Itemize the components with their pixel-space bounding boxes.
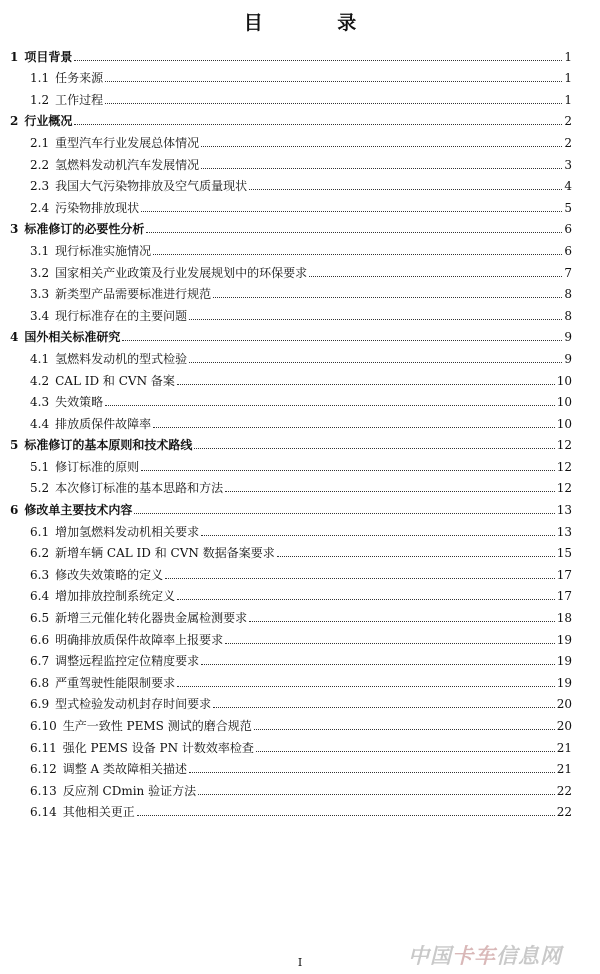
toc-entry-title: 生产一致性 PEMS 测试的磨合规范: [62, 719, 252, 733]
toc-section[interactable]: [10, 85, 572, 107]
toc-entry-page: 15: [556, 546, 572, 561]
toc-entry-number: 3.2: [30, 265, 50, 280]
toc-entry-label: [30, 309, 189, 323]
toc-entry-page: 7: [564, 265, 572, 280]
toc-entry-label: [30, 287, 213, 301]
toc-entry-number: 1: [10, 49, 19, 64]
toc-entry-number: 6.13: [30, 783, 57, 798]
dot-leader: [225, 642, 555, 644]
toc-section[interactable]: [10, 344, 572, 366]
dot-leader: [194, 447, 554, 449]
toc-entry-title: 失效策略: [55, 395, 104, 410]
dot-leader: [213, 296, 562, 298]
toc-entry-page: 12: [556, 481, 572, 496]
toc-entry-number: 3: [10, 222, 19, 237]
toc-entry-title: 项目背景: [24, 49, 73, 64]
toc-section[interactable]: [10, 733, 572, 755]
toc-entry-title: 调整远程监控定位精度要求: [55, 654, 200, 669]
toc-entry-page: 6: [564, 222, 572, 237]
toc-section[interactable]: [10, 582, 572, 604]
toc-entry-page: 4: [564, 179, 572, 194]
toc-entry-label: [30, 805, 137, 819]
toc-entry-label: [30, 568, 165, 582]
toc-entry-label: [10, 330, 122, 344]
toc-entry-number: 6.9: [30, 697, 50, 712]
toc-entry-label: [30, 93, 105, 107]
watermark-logo: [408, 940, 594, 970]
toc-entry-title: 排放质保件故障率: [55, 416, 152, 431]
toc-section[interactable]: [10, 647, 572, 669]
toc-entry-number: 2: [10, 114, 19, 129]
page-title: 目 录: [243, 12, 391, 34]
toc-entry-title: 明确排放质保件故障率上报要求: [55, 632, 224, 647]
dot-leader: [201, 534, 555, 536]
toc-entry-title: 工作过程: [55, 92, 104, 107]
toc-entry-page: 20: [556, 719, 572, 733]
toc-entry-page: 1: [564, 92, 572, 107]
dot-leader: [213, 706, 555, 708]
toc-entry-page: 10: [556, 416, 572, 431]
toc-entry-page: 21: [556, 740, 572, 755]
toc-section[interactable]: [10, 150, 572, 172]
dot-leader: [122, 339, 562, 341]
toc-entry-title: 修订标准的原则: [55, 459, 140, 474]
toc-entry-label: [30, 741, 256, 755]
toc-entry-number: 6.14: [30, 805, 57, 820]
toc-entry-page: 10: [556, 373, 572, 388]
toc-entry-page: 8: [564, 287, 572, 302]
toc-chapter[interactable]: [10, 107, 572, 129]
toc-entry-page: 19: [556, 675, 572, 690]
toc-entry-title: 国外相关标准研究: [24, 330, 121, 345]
toc-entry-label: [10, 222, 146, 236]
toc-entry-title: 修改单主要技术内容: [24, 503, 133, 518]
toc-section[interactable]: [10, 388, 572, 410]
toc-entry-number: 2.1: [30, 135, 50, 150]
toc-entry-number: 4.3: [30, 395, 50, 410]
dot-leader: [256, 750, 555, 752]
toc-entry-page: 22: [556, 783, 572, 798]
toc-entry-label: [30, 481, 225, 495]
toc-entry-title: 本次修订标准的基本思路和方法: [55, 481, 224, 496]
dot-leader: [249, 188, 562, 190]
toc-entry-title: 强化 PEMS 设备 PN 计数效率检查: [62, 740, 254, 755]
toc-entry-label: [30, 417, 153, 431]
toc-entry-page: 10: [556, 395, 572, 410]
toc-entry-title: 重型汽车行业发展总体情况: [55, 135, 200, 150]
toc-entry-number: 3.4: [30, 308, 50, 323]
toc-entry-title: 型式检验发动机封存时间要求: [55, 697, 212, 712]
toc-entry-title: 任务来源: [55, 71, 104, 86]
watermark-mid: 卡车: [452, 944, 496, 968]
toc-entry-page: 20: [556, 697, 572, 712]
toc-section[interactable]: [10, 668, 572, 690]
toc-section[interactable]: [10, 452, 572, 474]
toc-entry-number: 6.12: [30, 762, 57, 777]
dot-leader: [277, 555, 555, 557]
toc-entry-page: 1: [564, 49, 572, 64]
toc-entry-page: 13: [556, 524, 572, 539]
dot-leader: [189, 318, 562, 320]
toc-entry-number: 4.1: [30, 351, 50, 366]
toc-entry-number: 3.3: [30, 287, 50, 302]
toc-entry-title: 新增车辆 CAL ID 和 CVN 数据备案要求: [55, 546, 275, 561]
toc-entry-label: [30, 266, 309, 280]
toc-entry-title: 氢燃料发动机的型式检验: [55, 351, 188, 366]
toc-entry-title: 行业概况: [24, 114, 73, 129]
dot-leader: [177, 685, 555, 687]
toc-section[interactable]: [10, 517, 572, 539]
toc-entry-label: [30, 201, 141, 215]
watermark-right: 信息网: [496, 944, 562, 968]
toc-entry-label: [30, 676, 177, 690]
dot-leader: [177, 383, 555, 385]
dot-leader: [137, 814, 555, 816]
toc-entry-number: 5: [10, 438, 19, 453]
toc-entry-page: 17: [556, 589, 572, 604]
toc-chapter[interactable]: [10, 495, 572, 517]
toc-entry-label: [30, 244, 153, 258]
toc-section[interactable]: [10, 474, 572, 496]
toc-entry-label: [30, 136, 201, 150]
toc-section[interactable]: [10, 409, 572, 431]
toc-entry-label: [30, 589, 177, 603]
toc-entry-number: 6.6: [30, 632, 50, 647]
toc-entry-page: 21: [556, 762, 572, 777]
toc-entry-number: 6.11: [30, 740, 57, 755]
toc-entry-title: 氢燃料发动机汽车发展情况: [55, 157, 200, 172]
toc-entry-label: [30, 374, 177, 388]
toc-entry-title: 其他相关更正: [62, 805, 135, 820]
dot-leader: [165, 577, 555, 579]
toc-section[interactable]: [10, 690, 572, 712]
toc-entry-page: 3: [564, 157, 572, 172]
toc-entry-title: 调整 A 类故障相关描述: [62, 762, 188, 777]
dot-leader: [225, 490, 555, 492]
toc-entry-label: [30, 654, 201, 668]
toc-section[interactable]: [10, 755, 572, 777]
dot-leader: [249, 620, 555, 622]
toc-entry-label: [30, 611, 249, 625]
toc-entry-label: [30, 546, 277, 560]
toc-entry-title: 污染物排放现状: [55, 200, 140, 215]
dot-leader: [141, 469, 555, 471]
toc-chapter[interactable]: [10, 323, 572, 345]
toc-entry-title: 国家相关产业政策及行业发展规划中的环保要求: [55, 265, 308, 280]
dot-leader: [74, 59, 562, 61]
toc-entry-page: 22: [556, 805, 572, 820]
toc-section[interactable]: [10, 625, 572, 647]
dot-leader: [153, 426, 555, 428]
toc-entry-page: 1: [564, 71, 572, 86]
watermark-left: 中国: [408, 944, 452, 968]
dot-leader: [153, 253, 562, 255]
toc-entry-number: 4.4: [30, 416, 50, 431]
dot-leader: [189, 361, 562, 363]
toc-entry-label: [30, 719, 254, 733]
toc-entry-label: [30, 158, 201, 172]
toc-entry-label: [30, 352, 189, 366]
toc-entry-number: 1.1: [30, 71, 50, 86]
toc-entry-page: 2: [564, 114, 572, 129]
toc-entry-label: [10, 438, 194, 452]
toc-section[interactable]: [10, 603, 572, 625]
dot-leader: [201, 167, 562, 169]
toc-entry-page: 5: [564, 200, 572, 215]
toc-entry-number: 6.4: [30, 589, 50, 604]
toc-entry-number: 6.8: [30, 675, 50, 690]
dot-leader: [105, 102, 562, 104]
toc-entry-number: 6.1: [30, 524, 50, 539]
toc-entry-label: [10, 114, 74, 128]
toc-entry-number: 6.5: [30, 611, 50, 626]
toc-section[interactable]: [10, 776, 572, 798]
toc-entry-label: [30, 762, 189, 776]
toc-entry-page: 18: [556, 611, 572, 626]
dot-leader: [189, 771, 555, 773]
toc-entry-label: [30, 784, 198, 798]
toc-entry-label: [10, 503, 134, 517]
toc-entry-label: [30, 697, 213, 711]
toc-entry-label: [30, 525, 201, 539]
toc-section[interactable]: [10, 560, 572, 582]
toc-section[interactable]: [10, 711, 572, 733]
toc-entry-title: 增加排放控制系统定义: [55, 589, 176, 604]
toc-section[interactable]: [10, 301, 572, 323]
dot-leader: [198, 793, 555, 795]
toc-entry-title: 我国大气污染物排放及空气质量现状: [55, 179, 248, 194]
toc-section[interactable]: [10, 280, 572, 302]
dot-leader: [146, 231, 562, 233]
toc-entry-title: 新增三元催化转化器贵金属检测要求: [55, 611, 248, 626]
toc-entry-number: 4: [10, 330, 19, 345]
dot-leader: [254, 728, 555, 730]
toc-entry-title: 现行标准存在的主要问题: [55, 308, 188, 323]
toc-entry-page: 6: [564, 243, 572, 258]
toc-entry-number: 2.4: [30, 200, 50, 215]
toc-entry-title: CAL ID 和 CVN 备案: [55, 373, 175, 388]
toc-entry-title: 反应剂 CDmin 验证方法: [62, 783, 197, 798]
toc-entry-page: 9: [564, 351, 572, 366]
toc-entry-title: 严重驾驶性能限制要求: [55, 675, 176, 690]
toc-section[interactable]: [10, 236, 572, 258]
toc-entry-page: 19: [556, 632, 572, 647]
toc-section[interactable]: [10, 64, 572, 86]
toc-entry-title: 现行标准实施情况: [55, 243, 152, 258]
toc-section[interactable]: [10, 128, 572, 150]
toc-entry-number: 6.7: [30, 654, 50, 669]
toc-entry-page: 12: [556, 438, 572, 453]
toc-entry-page: 17: [556, 567, 572, 582]
toc-entry-number: 6.10: [30, 719, 57, 733]
toc-section[interactable]: [10, 258, 572, 280]
toc-chapter[interactable]: [10, 215, 572, 237]
toc-entry-page: 13: [556, 503, 572, 518]
dot-leader: [134, 512, 554, 514]
toc-entry-label: [30, 395, 105, 409]
toc-entry-title: 增加氢燃料发动机相关要求: [55, 524, 200, 539]
toc-entry-label: [30, 179, 249, 193]
toc-chapter[interactable]: [10, 431, 572, 453]
toc-entry-number: 6.2: [30, 546, 50, 561]
toc-entry-page: 12: [556, 459, 572, 474]
toc-entry-page: 19: [556, 654, 572, 669]
toc-chapter[interactable]: [10, 42, 572, 64]
toc-entry-number: 3.1: [30, 243, 50, 258]
toc-entry-title: 新类型产品需要标准进行规范: [55, 287, 212, 302]
dot-leader: [177, 598, 555, 600]
toc-entry-label: [10, 50, 74, 64]
toc-entry-number: 6.3: [30, 567, 50, 582]
toc-entry-number: 2.2: [30, 157, 50, 172]
dot-leader: [309, 275, 562, 277]
dot-leader: [141, 210, 562, 212]
dot-leader: [105, 404, 555, 406]
toc-entry-label: [30, 633, 225, 647]
toc-section[interactable]: [10, 366, 572, 388]
toc-entry-page: 8: [564, 308, 572, 323]
toc-entry-number: 1.2: [30, 92, 50, 107]
toc-entry-title: 修改失效策略的定义: [55, 567, 164, 582]
table-of-contents: [10, 42, 572, 819]
toc-entry-number: 4.2: [30, 373, 50, 388]
toc-section[interactable]: [10, 172, 572, 194]
toc-entry-title: 标准修订的基本原则和技术路线: [24, 438, 193, 453]
toc-entry-number: 5.1: [30, 459, 50, 474]
toc-entry-number: 6: [10, 503, 19, 518]
page-number: I: [297, 956, 303, 969]
dot-leader: [201, 145, 562, 147]
dot-leader: [74, 123, 562, 125]
toc-entry-number: 5.2: [30, 481, 50, 496]
toc-entry-title: 标准修订的必要性分析: [24, 222, 145, 237]
toc-entry-label: [30, 71, 105, 85]
toc-section[interactable]: [10, 193, 572, 215]
toc-section[interactable]: [10, 798, 572, 820]
toc-section[interactable]: [10, 539, 572, 561]
dot-leader: [105, 80, 562, 82]
toc-entry-label: [30, 460, 141, 474]
toc-entry-number: 2.3: [30, 179, 50, 194]
toc-entry-page: 9: [564, 330, 572, 345]
toc-entry-page: 2: [564, 135, 572, 150]
dot-leader: [201, 663, 555, 665]
